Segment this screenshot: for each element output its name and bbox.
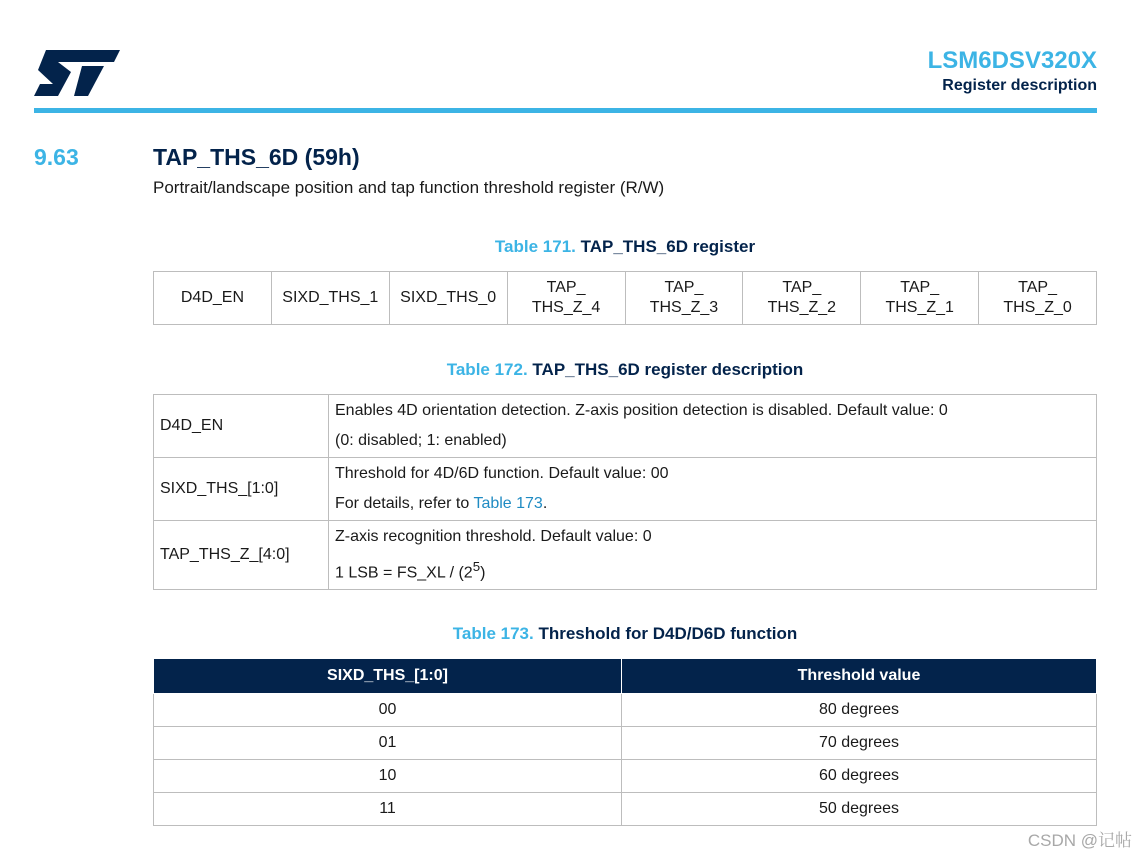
text: )	[480, 564, 486, 582]
bit-label-cont: THS_Z_4	[531, 299, 601, 316]
bit-cell	[861, 272, 979, 325]
table-171-caption	[153, 237, 1097, 257]
table-header-row	[154, 659, 1097, 694]
field-description	[329, 458, 1097, 521]
table-173-link[interactable]: Table 173	[473, 495, 543, 512]
bit-cell	[154, 272, 272, 325]
bit-label-cont: THS_Z_0	[1003, 299, 1072, 316]
table-row	[154, 694, 1097, 727]
bit-cell	[389, 272, 507, 325]
bit-label: TAP_	[782, 279, 822, 296]
description-line	[335, 557, 1090, 583]
bit-label-cont: THS_Z_3	[649, 299, 719, 316]
field-description	[329, 521, 1097, 590]
bit-label: TAP_	[664, 279, 704, 296]
register-description-table	[153, 394, 1097, 590]
column-header: SIXD_THS_[1:0]	[154, 659, 622, 694]
field-name: SIXD_THS_[1:0]	[154, 458, 329, 521]
bit-label-cont: THS_Z_2	[767, 299, 837, 316]
table-cell: 10	[154, 760, 622, 793]
table-row	[154, 395, 1097, 458]
st-logo	[34, 48, 120, 98]
caption-number: Table 171.	[494, 237, 576, 256]
table-row	[154, 760, 1097, 793]
product-name: LSM6DSV320X	[927, 47, 1097, 74]
table-row	[154, 793, 1097, 826]
section-number: 9.63	[34, 144, 79, 170]
threshold-table	[153, 658, 1097, 826]
table-cell: 80 degrees	[622, 694, 1097, 727]
text: 1 LSB = FS_XL / (2	[335, 564, 473, 582]
description-line: Threshold for 4D/6D function. Default value: 00	[335, 465, 669, 482]
table-row	[154, 521, 1097, 590]
table-cell: 70 degrees	[622, 727, 1097, 760]
description-line: (0: disabled; 1: enabled)	[335, 432, 507, 449]
bit-cell	[743, 272, 861, 325]
header-section-title: Register description	[942, 77, 1097, 94]
column-header: Threshold value	[622, 659, 1097, 694]
bit-label-cont: THS_Z_1	[885, 299, 954, 316]
document-header	[928, 48, 1097, 98]
bit-cell	[507, 272, 625, 325]
table-row	[154, 458, 1097, 521]
bit-label: TAP_	[1018, 279, 1057, 296]
table-row	[154, 727, 1097, 760]
section-description: Portrait/landscape position and tap function threshold register (R/W)	[153, 178, 665, 197]
bit-label: D4D_EN	[180, 289, 244, 306]
table-row	[154, 272, 1097, 325]
caption-number: Table 172.	[446, 360, 528, 379]
bit-cell	[625, 272, 743, 325]
table-cell: 00	[154, 694, 622, 727]
caption-number: Table 173.	[452, 624, 534, 643]
caption-title: TAP_THS_6D register	[580, 237, 756, 256]
table-cell: 11	[154, 793, 622, 826]
field-name: TAP_THS_Z_[4:0]	[154, 521, 329, 590]
caption-title: TAP_THS_6D register description	[532, 360, 804, 379]
register-bit-table	[153, 271, 1097, 325]
bit-label: SIXD_THS_0	[400, 289, 497, 306]
exponent: 5	[472, 559, 481, 574]
table-173-caption	[153, 624, 1097, 644]
caption-title: Threshold for D4D/D6D function	[538, 624, 798, 643]
table-cell: 60 degrees	[622, 760, 1097, 793]
table-cell: 01	[154, 727, 622, 760]
bit-cell	[271, 272, 389, 325]
table-cell: 50 degrees	[622, 793, 1097, 826]
bit-cell	[979, 272, 1097, 325]
text: .	[542, 495, 548, 512]
field-name: D4D_EN	[154, 395, 329, 458]
bit-label: TAP_	[546, 279, 586, 296]
table-172-caption	[153, 360, 1097, 380]
description-line: Z-axis recognition threshold. Default value: 0	[335, 528, 652, 545]
text: For details, refer to	[335, 495, 474, 512]
header-rule	[34, 108, 1097, 113]
description-line: Enables 4D orientation detection. Z-axis position detection is disabled. Default value: 0	[335, 402, 948, 419]
description-line	[335, 494, 1090, 514]
section-title: TAP_THS_6D (59h)	[153, 144, 360, 170]
bit-label: SIXD_THS_1	[282, 289, 379, 306]
field-description	[329, 395, 1097, 458]
watermark: CSDN @记帖	[1027, 831, 1132, 850]
bit-label: TAP_	[900, 279, 940, 296]
